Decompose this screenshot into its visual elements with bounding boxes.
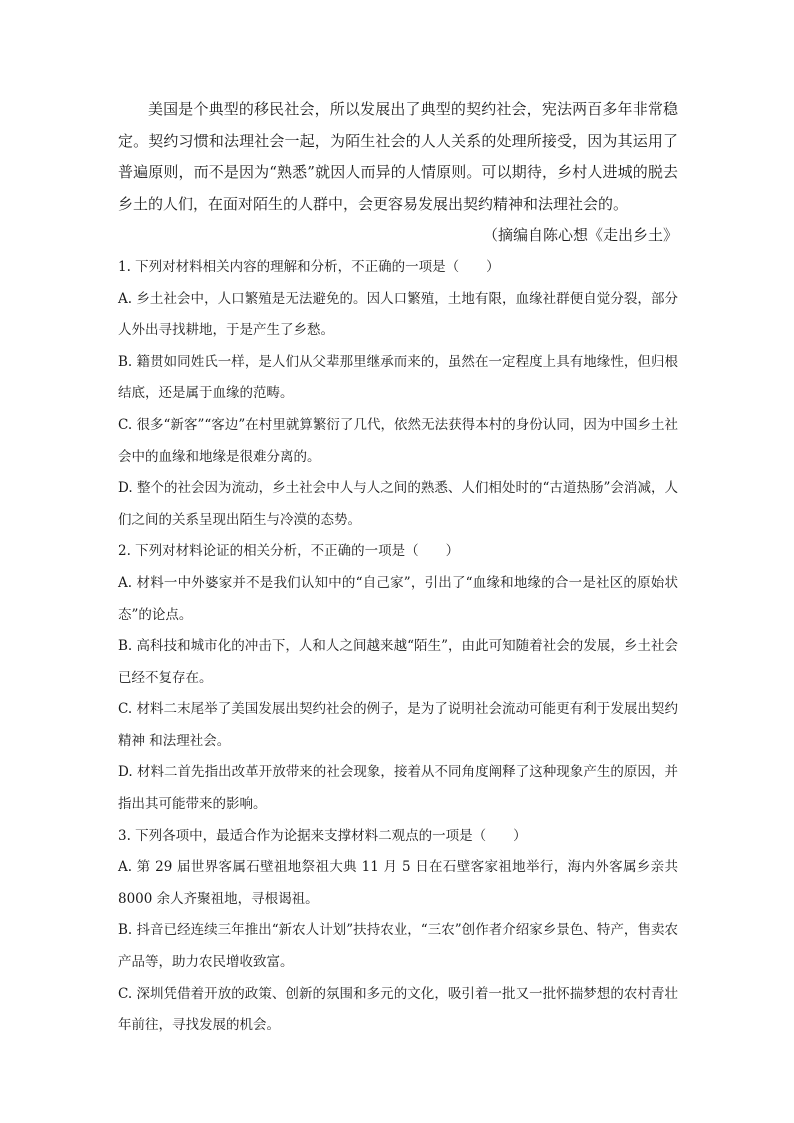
question-2 <box>118 536 678 820</box>
question-option: B. 高科技和城市化的冲击下，人和人之间越来越“陌生”，由此可知随着社会的发展，乡土社会已经不复存在。 <box>118 638 678 686</box>
question-option: C. 很多“新客”“客边”在村里就算繁衍了几代，依然无法获得本村的身份认同，因为中国乡土社会中的血缘和地缘是很难分离的。 <box>118 416 678 465</box>
question-option: A. 材料一中外婆家并不是我们认知中的“自己家”，引出了“血缘和地缘的合一是社区的原始状态”的论点。 <box>118 574 678 623</box>
question-stem: 2. 下列对材料论证的相关分析，不正确的一项是（ ） <box>118 543 460 560</box>
question-stem: 3. 下列各项中，最适合作为论据来支撑材料二观点的一项是（ ） <box>118 827 527 844</box>
question-option: C. 深圳凭借着开放的政策、创新的氛围和多元的文化，吸引着一批又一批怀揣梦想的农村青壮年前往，寻找发展的机会。 <box>118 985 678 1034</box>
question-option: D. 材料二首先指出改革开放带来的社会现象，接着从不同角度阐释了这种现象产生的原因，并指出其可能带来的影响。 <box>118 764 678 813</box>
document-body <box>118 94 678 1042</box>
question-option: C. 材料二末尾举了美国发展出契约社会的例子，是为了说明社会流动可能更有利于发展出契约精神 和法理社会。 <box>118 701 678 749</box>
question-option: A. 第 29 届世界客属石壁祖地祭祖大典 11 月 5 日在石壁客家祖地举行，海内外客属乡亲共 8000 余人齐聚祖地，寻根谒祖。 <box>118 859 678 907</box>
question-option: A. 乡土社会中，人口繁殖是无法避免的。因人口繁殖，土地有限，血缘社群便自觉分裂，部分人外出寻找耕地，于是产生了乡愁。 <box>118 290 678 339</box>
question-1 <box>118 252 678 536</box>
question-3 <box>118 821 678 1042</box>
question-stem: 1. 下列对材料相关内容的理解和分析，不正确的一项是（ ） <box>118 258 500 275</box>
question-option: D. 整个的社会因为流动，乡土社会中人与人之间的熟悉、人们相处时的“古道热肠”会消减，人们之间的关系呈现出陌生与冷漠的态势。 <box>118 480 678 528</box>
question-option: B. 抖音已经连续三年推出“新农人计划”扶持农业，“三农”创作者介绍家乡景色、特产，售卖农产品等，助力农民增收致富。 <box>118 922 678 971</box>
passage-paragraph: 美国是个典型的移民社会，所以发展出了典型的契约社会，宪法两百多年非常稳定。契约习惯和法理社会一起，为陌生社会的人人关系的处理所接受，因为其运用了普遍原则，而不是因为“熟悉”就因人而异的人情原则。可以期待，乡村人进城的脱去乡土的人们，在面对陌生的人群中，会更容易发展出契约精神和法理社会的。 <box>118 100 678 213</box>
question-option: B. 籍贯如同姓氏一样，是人们从父辈那里继承而来的，虽然在一定程度上具有地缘性，但归根结底，还是属于血缘的范畴。 <box>118 353 678 402</box>
passage-source: （摘编自陈心想《走出乡土》 <box>482 226 678 245</box>
